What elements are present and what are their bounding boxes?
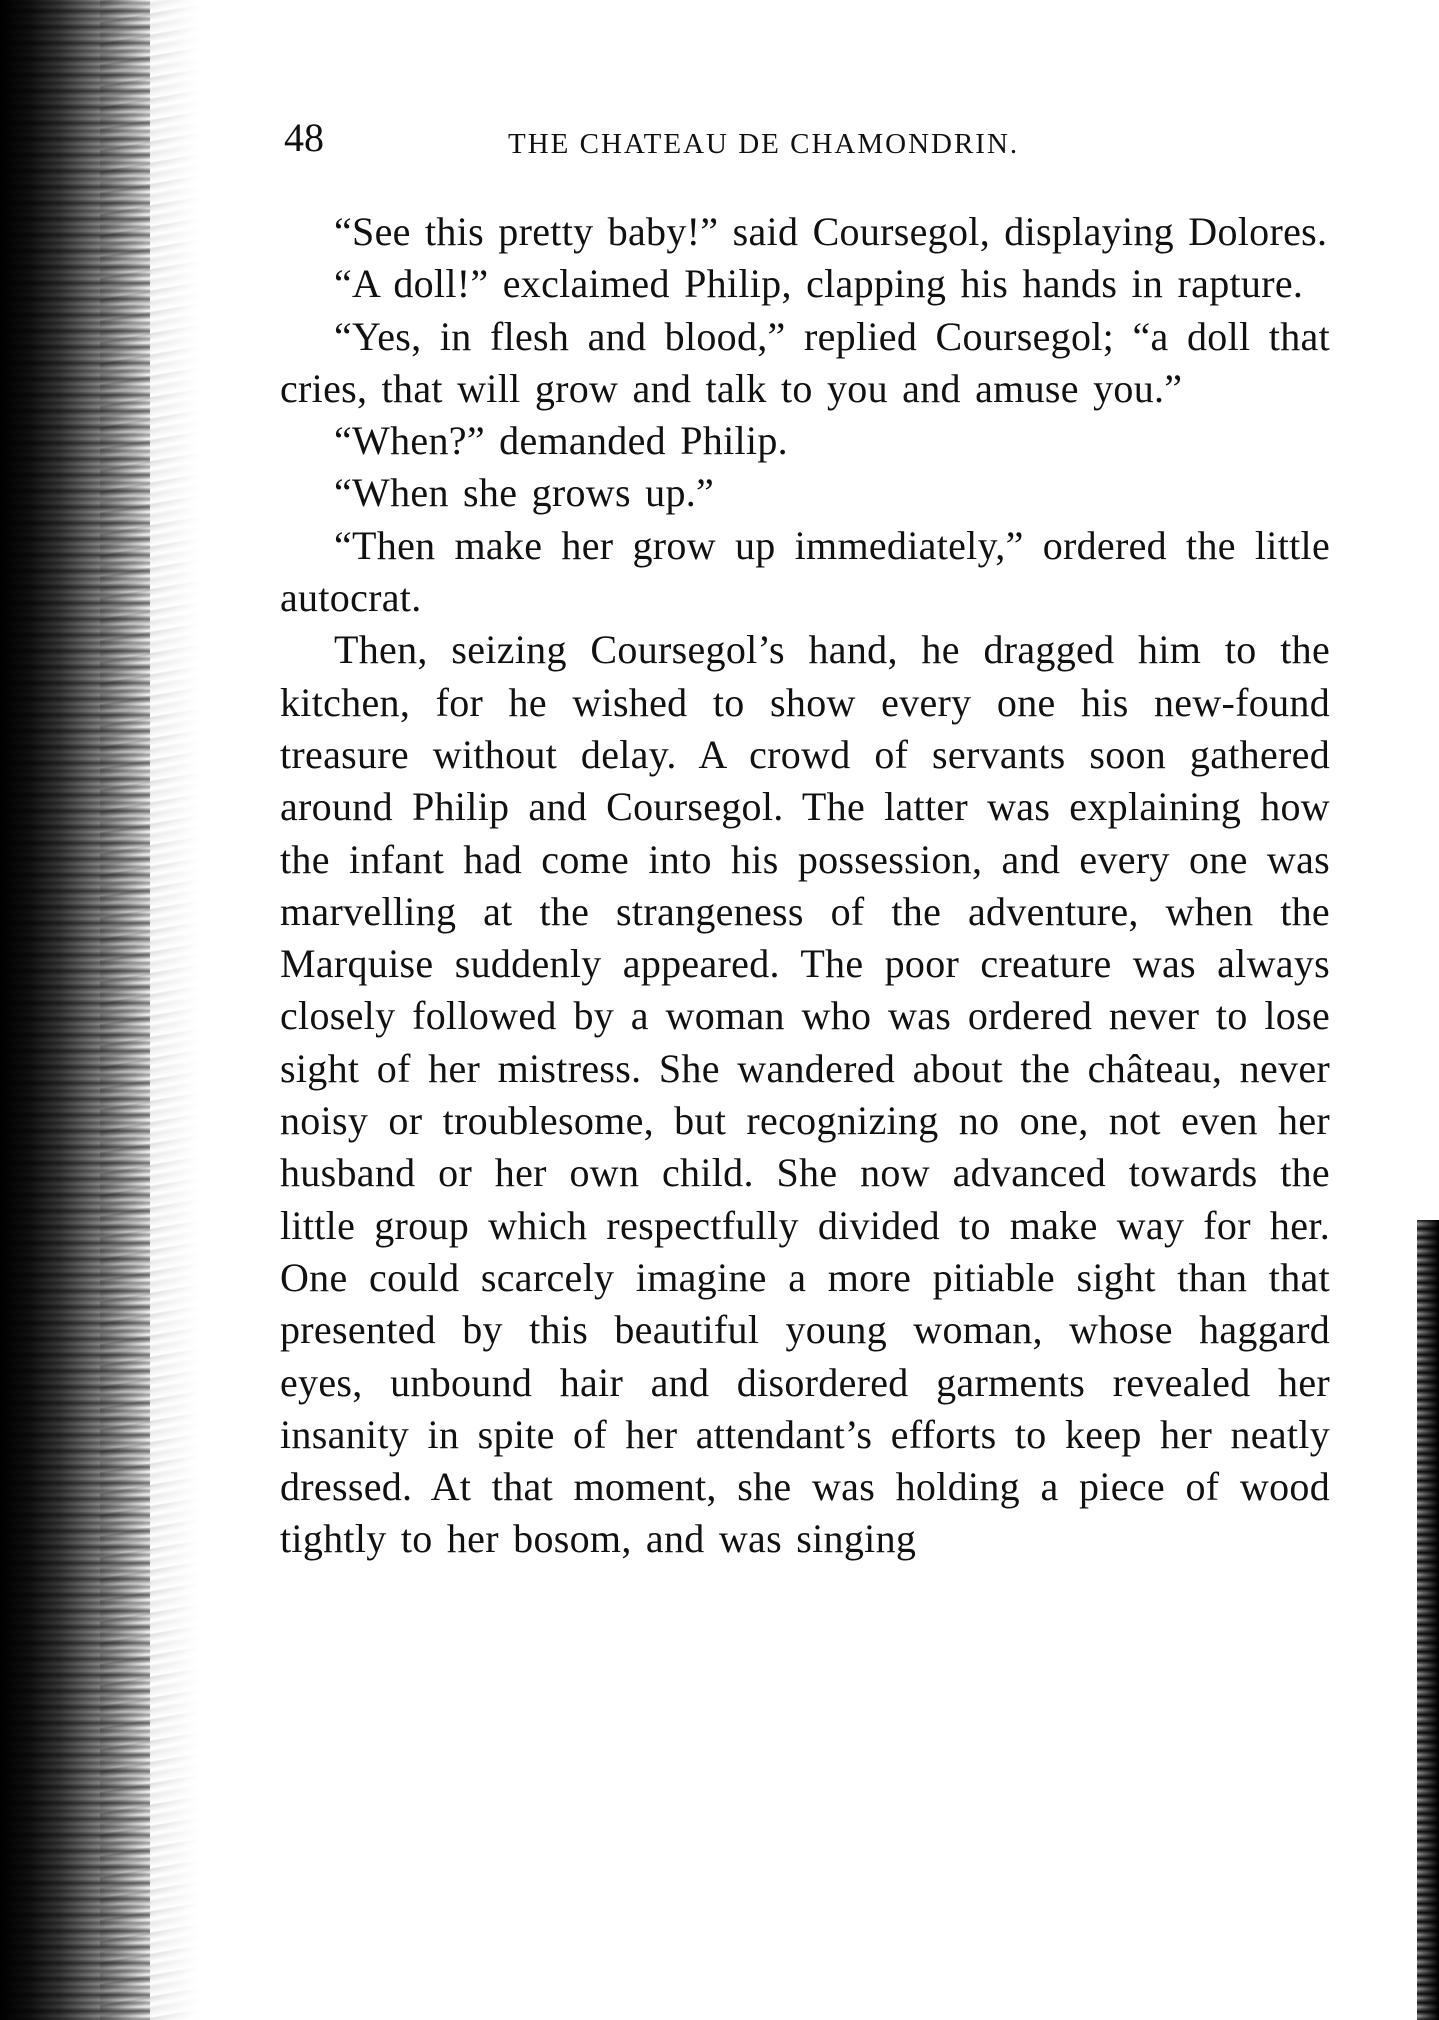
paragraph: “When she grows up.” [334,470,715,516]
paragraph: “When?” demanded Philip. [334,418,788,464]
scanned-binding-shadow [100,0,200,2020]
paragraph: “See this pretty baby!” said Coursegol, displaying Dolores. [334,209,1328,254]
page-header [284,110,1330,166]
scanned-binding-edge-right [1417,1220,1439,2020]
paragraph: “Then make her grow up immediately,” ordered the little autocrat. [280,522,1330,621]
paragraph: “A doll!” exclaimed Philip, clapping his hands in rapture. [334,261,1304,307]
running-title: THE CHATEAU DE CHAMONDRIN. [508,128,1020,160]
paragraph: Then, seizing Coursegol’s hand, he dragged him to the kitchen, for he wished to show every one his new-found treasure without delay. A crowd of servants soon gathered around Philip and Coursegol. The latter was explaining how the infant had come into his possession, and every one was marvelling at the strangeness of the adventure, when the Marquise suddenly appeared. The poor creature was always closely followed by a woman who was ordered never to lose sight of her mistress. She wandered about the château, never noisy or troublesome, but recognizing no one, not even her husband or her own child. She now advanced towards the little group which respectfully divided to make way for her. One could scarcely imagine a more pitiable sight than that presented by this beautiful young woman, whose haggard eyes, unbound hair and disordered garments revealed her insanity in spite of her attendant’s efforts to keep her neatly dressed. At that moment, she was holding a piece of wood tightly to her bosom, and was singing [280,627,1330,1562]
body-text [280,206,1330,1566]
paragraph: “Yes, in flesh and blood,” replied Coursegol; “a doll that cries, that will grow and talk to you and amuse you.” [280,313,1330,411]
page-number: 48 [284,115,324,160]
